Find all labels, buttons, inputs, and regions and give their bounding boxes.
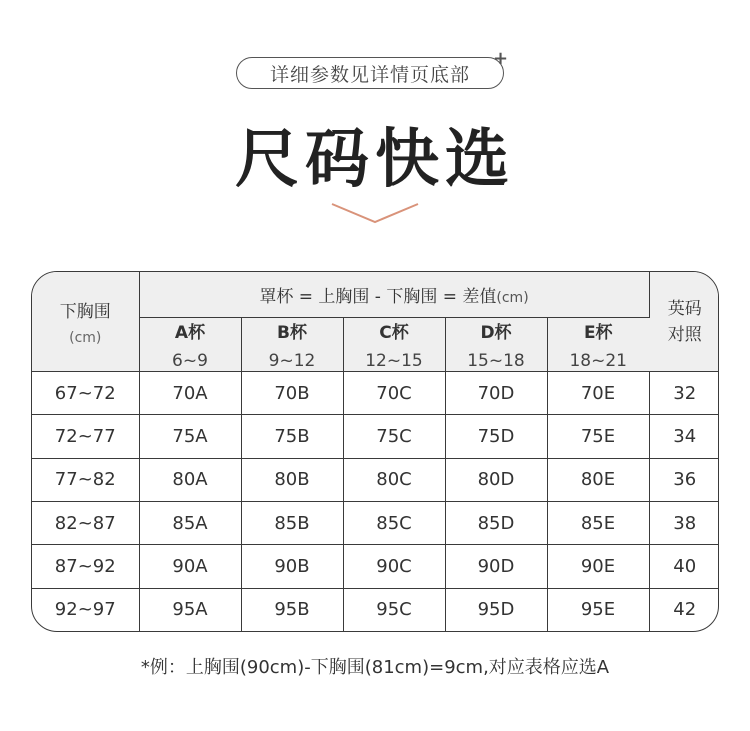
uk-size-label-2: 对照 xyxy=(667,324,702,345)
table-row xyxy=(32,588,719,631)
underbust-unit: (cm) xyxy=(69,330,102,346)
size-cell: 95D xyxy=(445,588,547,631)
size-cell: 70B xyxy=(241,372,343,415)
cup-range: 18~21 xyxy=(569,351,627,371)
pill-text: 详细参数见详情页底部 xyxy=(269,63,470,86)
table-row xyxy=(32,415,719,458)
size-cell: 75E xyxy=(547,415,649,458)
cup-name: D杯 xyxy=(480,323,512,343)
size-cell: 90E xyxy=(547,545,649,588)
chevron-down-icon xyxy=(330,200,420,226)
cup-header-2 xyxy=(343,318,445,372)
cup-formula: 罩杯 = 上胸围 - 下胸围 = 差值 xyxy=(259,287,497,307)
size-cell: 75B xyxy=(241,415,343,458)
cup-header-4 xyxy=(547,318,649,372)
cup-range: 15~18 xyxy=(467,351,525,371)
size-cell: 85E xyxy=(547,501,649,544)
cup-range: 6~9 xyxy=(172,351,208,371)
underbust-cell: 72~77 xyxy=(32,415,139,458)
size-cell: 70D xyxy=(445,372,547,415)
cup-header-1 xyxy=(241,318,343,372)
cup-range: 9~12 xyxy=(268,351,316,371)
underbust-cell: 87~92 xyxy=(32,545,139,588)
size-cell: 70C xyxy=(343,372,445,415)
size-cell: 90D xyxy=(445,545,547,588)
underbust-cell: 82~87 xyxy=(32,501,139,544)
size-cell: 80C xyxy=(343,458,445,501)
size-cell: 80B xyxy=(241,458,343,501)
size-cell: 95C xyxy=(343,588,445,631)
cup-formula-header xyxy=(139,272,649,318)
size-cell: 90B xyxy=(241,545,343,588)
size-cell: 90A xyxy=(139,545,241,588)
cup-range: 12~15 xyxy=(365,351,423,371)
size-cell: 95A xyxy=(139,588,241,631)
table-row xyxy=(32,501,719,544)
cup-header-3 xyxy=(445,318,547,372)
underbust-label: 下胸围 xyxy=(59,302,111,322)
size-cell: 90C xyxy=(343,545,445,588)
uk-size-label-1: 英码 xyxy=(667,298,702,319)
uk-size-cell: 42 xyxy=(673,599,697,621)
underbust-cell: 77~82 xyxy=(32,458,139,501)
page-title: 尺码快选 xyxy=(235,123,515,197)
uk-size-cell: 34 xyxy=(649,415,719,458)
size-cell: 70E xyxy=(547,372,649,415)
size-cell: 85C xyxy=(343,501,445,544)
table-row xyxy=(32,545,719,588)
underbust-header xyxy=(32,272,139,372)
size-cell: 80A xyxy=(139,458,241,501)
cup-name: B杯 xyxy=(277,323,307,343)
underbust-cell: 92~97 xyxy=(32,588,139,631)
size-table xyxy=(31,271,719,632)
plus-icon: + xyxy=(493,48,509,69)
size-cell: 85D xyxy=(445,501,547,544)
cup-formula-unit: (cm) xyxy=(496,290,529,306)
underbust-cell: 67~72 xyxy=(32,372,139,415)
size-cell: 85A xyxy=(139,501,241,544)
size-cell: 80E xyxy=(547,458,649,501)
uk-size-cell: 32 xyxy=(649,372,719,415)
table-row xyxy=(32,458,719,501)
cup-name: A杯 xyxy=(174,323,206,343)
size-cell: 80D xyxy=(445,458,547,501)
size-cell: 75A xyxy=(139,415,241,458)
size-cell: 70A xyxy=(139,372,241,415)
uk-size-cell: 38 xyxy=(649,501,719,544)
cup-header-0 xyxy=(139,318,241,372)
detail-params-pill xyxy=(236,57,504,89)
uk-size-cell: 40 xyxy=(649,545,719,588)
example-note: *例：上胸围(90cm)-下胸围(81cm)=9cm,对应表格应选A xyxy=(140,657,610,678)
cup-name: C杯 xyxy=(379,323,409,343)
uk-size-cell: 36 xyxy=(649,458,719,501)
table-row xyxy=(32,372,719,415)
uk-size-header xyxy=(649,272,719,372)
size-cell: 75D xyxy=(445,415,547,458)
size-cell: 75C xyxy=(343,415,445,458)
size-cell: 85B xyxy=(241,501,343,544)
size-cell: 95E xyxy=(547,588,649,631)
size-cell: 95B xyxy=(241,588,343,631)
cup-name: E杯 xyxy=(583,323,613,343)
